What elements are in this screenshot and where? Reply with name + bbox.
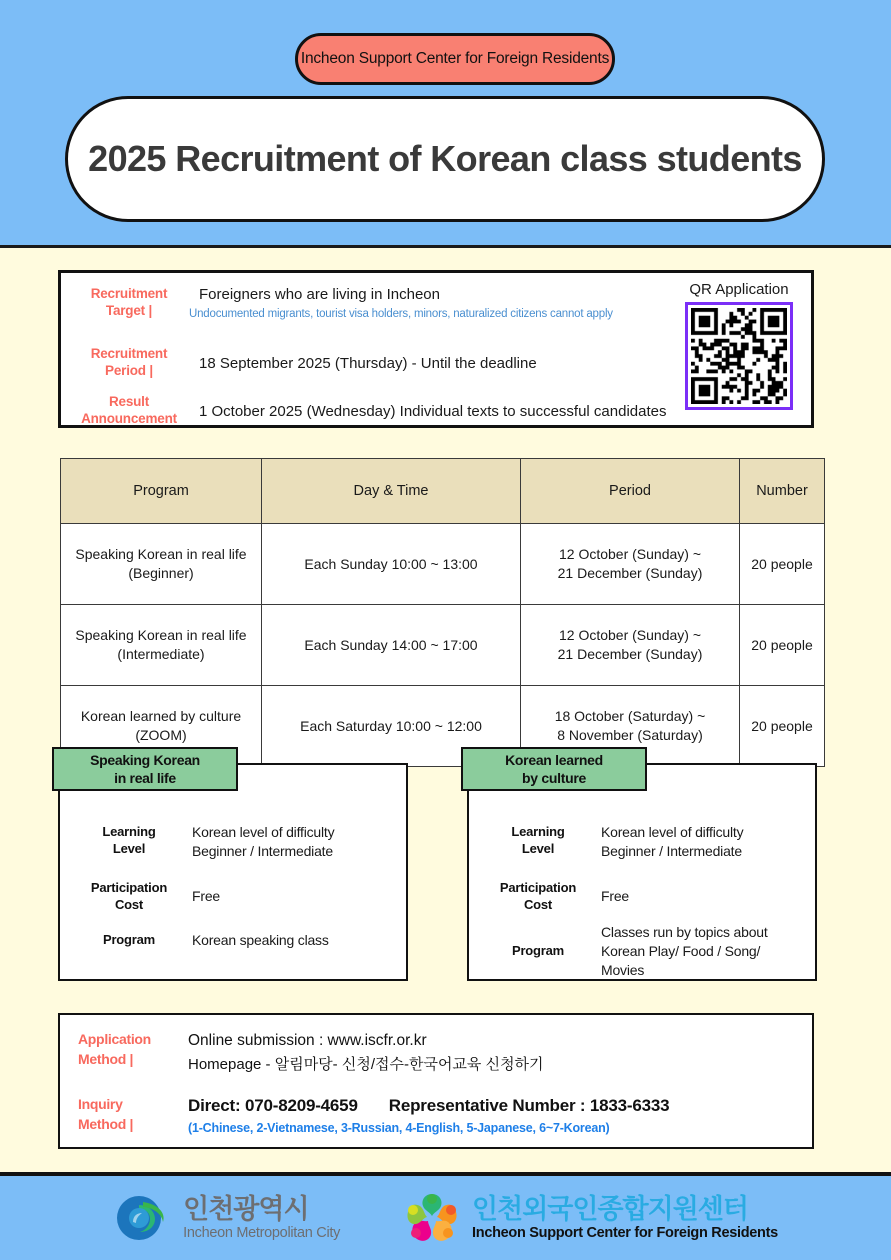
table-row xyxy=(61,605,825,686)
card-val-learning-level: Korean level of difficulty Beginner / Intermediate xyxy=(192,824,335,859)
info-note-target: Undocumented migrants, tourist visa holders, minors, naturalized citizens cannot apply xyxy=(189,308,613,320)
card-key-learning-level: Learning Level xyxy=(511,824,565,856)
incheon-city-logo-group xyxy=(113,1189,340,1247)
header-band xyxy=(0,0,891,248)
iscfr-korean xyxy=(472,1194,778,1224)
cell-program: Speaking Korean in real life (Intermediate) xyxy=(61,605,262,686)
inquiry-representative-number: Representative Number : 1833-6333 xyxy=(388,1096,670,1115)
recruitment-info-rows xyxy=(61,273,681,425)
info-label-target: Recruitment Target | xyxy=(90,286,168,318)
schedule-table xyxy=(60,458,825,767)
card-key-learning-level: Learning Level xyxy=(102,824,156,856)
table-header-daytime: Day & Time xyxy=(262,459,521,524)
main-content xyxy=(0,248,891,1172)
cell-daytime: Each Sunday 10:00 ~ 13:00 xyxy=(262,524,521,605)
info-value-target: Foreigners who are living in Incheon xyxy=(199,286,440,303)
inquiry-method-label: Inquiry Method | xyxy=(78,1096,134,1132)
application-method-label: Application Method | xyxy=(78,1031,151,1067)
cell-daytime: Each Saturday 10:00 ~ 12:00 xyxy=(262,686,521,767)
cell-number: 20 people xyxy=(740,686,825,767)
course-card-culture-body xyxy=(469,807,815,998)
inquiry-method-content xyxy=(188,1094,669,1138)
cell-number: 20 people xyxy=(740,524,825,605)
incheon-city-logo-icon xyxy=(113,1189,171,1247)
info-value-result: 1 October 2025 (Wednesday) Individual texts to successful candidates xyxy=(199,403,667,420)
iscfr-logo-group xyxy=(404,1190,778,1246)
iscfr-logo-text xyxy=(472,1194,778,1242)
card-row-program xyxy=(483,923,801,980)
cell-number: 20 people xyxy=(740,605,825,686)
table-header-row xyxy=(61,459,825,524)
info-row-result xyxy=(69,393,666,427)
iscfr-korean-full: 인천외국인종합지원센터 xyxy=(472,1194,748,1224)
card-val-participation-cost: Free xyxy=(192,888,220,904)
card-row-learning-level xyxy=(483,823,801,861)
incheon-city-english: Incheon Metropolitan City xyxy=(183,1225,341,1241)
table-header-program: Program xyxy=(61,459,262,524)
application-method-content xyxy=(188,1029,544,1078)
inquiry-method-row xyxy=(66,1094,800,1138)
info-value-target-wrap xyxy=(189,285,613,322)
table-header-period: Period xyxy=(521,459,740,524)
info-row-period xyxy=(69,345,537,379)
cell-program: Speaking Korean in real life (Beginner) xyxy=(61,524,262,605)
info-label-period: Recruitment Period | xyxy=(90,346,168,378)
card-key-participation-cost: Participation Cost xyxy=(90,880,168,912)
application-online-submission[interactable]: Online submission : www.iscfr.or.kr xyxy=(188,1032,427,1049)
iscfr-people-logo-icon xyxy=(404,1190,460,1246)
card-row-learning-level xyxy=(74,823,392,861)
page-title: 2025 Recruitment of Korean class students xyxy=(88,138,802,179)
card-key-program: Program xyxy=(102,932,156,947)
organization-pill xyxy=(295,33,615,85)
inquiry-language-options: (1-Chinese, 2-Vietnamese, 3-Russian, 4-English, 5-Japanese, 6~7-Korean) xyxy=(188,1121,610,1135)
cell-period: 12 October (Sunday) ~ 21 December (Sunday) xyxy=(521,605,740,686)
application-method-row xyxy=(66,1029,800,1078)
application-homepage-path: Homepage - 알림마당- 신청/접수-한국어교육 신청하기 xyxy=(188,1056,544,1073)
course-card-speaking-tab: Speaking Korean in real life xyxy=(52,747,238,791)
incheon-city-korean: 인천광역시 xyxy=(183,1194,309,1224)
inquiry-phone-line xyxy=(188,1094,669,1118)
course-card-culture xyxy=(467,752,817,981)
footer-band xyxy=(0,1172,891,1260)
table-header-number: Number xyxy=(740,459,825,524)
card-key-participation-cost: Participation Cost xyxy=(499,880,577,912)
card-val-program: Classes run by topics about Korean Play/ Food / Song/ Movies xyxy=(601,924,768,978)
info-row-target xyxy=(69,285,613,322)
cell-period: 12 October (Sunday) ~ 21 December (Sunday) xyxy=(521,524,740,605)
organization-name: Incheon Support Center for Foreign Residents xyxy=(300,50,610,67)
card-val-participation-cost: Free xyxy=(601,888,629,904)
card-val-program: Korean speaking class xyxy=(192,932,329,948)
cell-daytime: Each Sunday 14:00 ~ 17:00 xyxy=(262,605,521,686)
info-value-period: 18 September 2025 (Thursday) - Until the deadline xyxy=(199,355,537,372)
card-row-participation-cost xyxy=(74,879,392,913)
card-row-program xyxy=(74,931,392,950)
inquiry-direct-number: Direct: 070-8209-4659 xyxy=(188,1096,358,1115)
qr-code-icon[interactable] xyxy=(691,308,787,404)
course-card-culture-tab: Korean learned by culture xyxy=(461,747,647,791)
qr-title: QR Application xyxy=(689,281,789,298)
cell-period: 18 October (Saturday) ~ 8 November (Saturday) xyxy=(521,686,740,767)
card-key-program: Program xyxy=(511,943,565,958)
card-val-learning-level: Korean level of difficulty Beginner / Intermediate xyxy=(601,824,744,859)
qr-code-box[interactable] xyxy=(685,302,793,410)
application-inquiry-box xyxy=(58,1013,814,1149)
cell-program: Korean learned by culture (ZOOM) xyxy=(61,686,262,767)
poster-title-pill xyxy=(65,96,825,222)
table-row xyxy=(61,524,825,605)
info-label-result: Result Announcement xyxy=(81,394,177,426)
qr-application-block xyxy=(679,281,799,410)
card-row-participation-cost xyxy=(483,879,801,913)
course-card-speaking xyxy=(58,752,408,981)
iscfr-english: Incheon Support Center for Foreign Residents xyxy=(472,1225,778,1241)
recruitment-info-box xyxy=(58,270,814,428)
course-card-speaking-body xyxy=(60,807,406,968)
incheon-city-logo-text xyxy=(183,1194,340,1242)
